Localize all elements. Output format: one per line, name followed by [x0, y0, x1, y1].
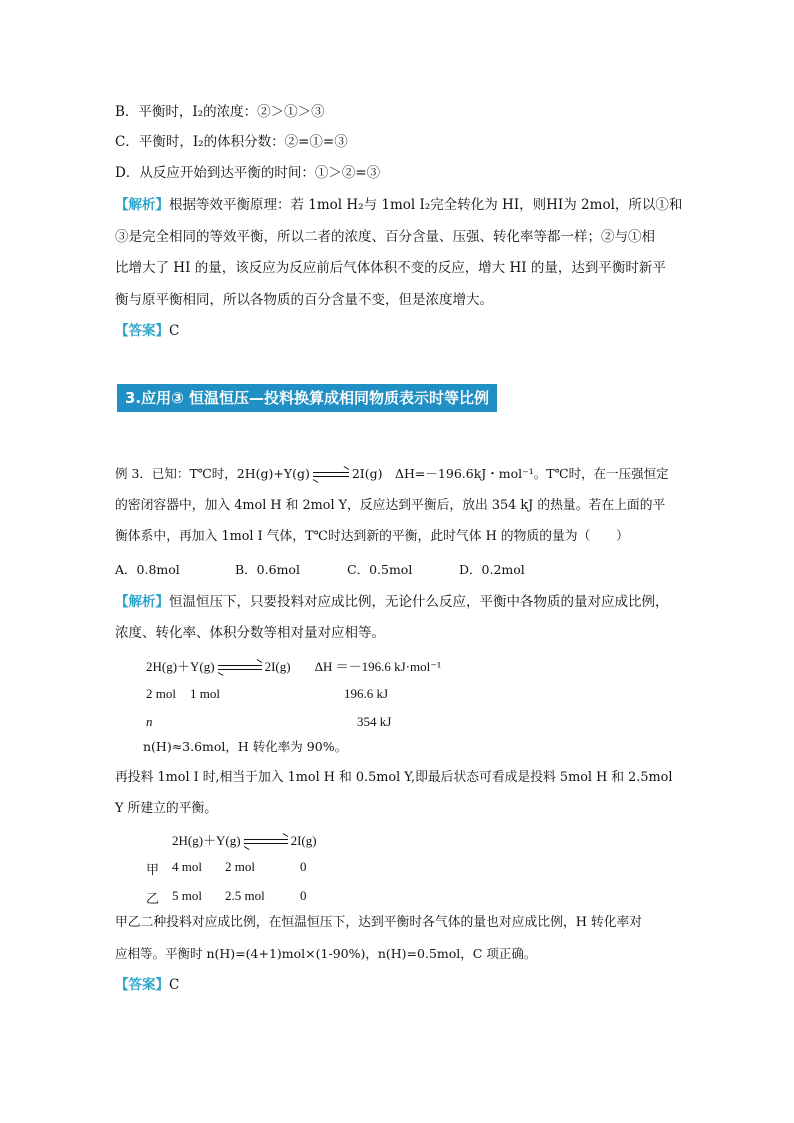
- analysis1-line4: 衡与原平衡相同，所以各物质的百分含量不变，但是浓度增大。: [115, 292, 493, 308]
- example3-option-c: C．0.5mol: [347, 562, 413, 577]
- analysis1-text1: 根据等效平衡原理：若 1mol H₂与 1mol I₂完全转化为 HI，则HI为 2mol，所以①和: [169, 197, 683, 213]
- option-b: B．平衡时，I₂的浓度：②＞①＞③: [115, 104, 325, 120]
- example3-rxn-right: 2I(g) ΔH=－196.6kJ・mol⁻¹。T℃时，在一压强恒定: [351, 466, 669, 481]
- example3-label: 例 3．已知：: [115, 466, 190, 481]
- option-d: D．从反应开始到达平衡的时间：①＞②=③: [115, 165, 381, 181]
- reaction1-row1-y: 1 mol: [190, 686, 220, 701]
- row-jia-y: 2 mol: [225, 859, 255, 874]
- analysis2-line6: 应相等。平衡时 n(H)=(4+1)mol×(1-90%)，n(H)=0.5mol，C 项正确。: [115, 946, 537, 961]
- row-yi-i: 0: [300, 888, 307, 903]
- analysis-tag: 【解析】: [115, 197, 169, 213]
- example3-option-b: B．0.6mol: [235, 562, 300, 577]
- reaction1-enthalpy: ΔH ＝－196.6 kJ·mol⁻¹: [314, 659, 441, 674]
- answer2-value: C: [169, 977, 180, 993]
- reaction1-left: 2H(g)＋Y(g): [146, 659, 215, 674]
- analysis2-line2: 浓度、转化率、体积分数等相对量对应相等。: [115, 625, 385, 641]
- analysis2-line4: Y 所建立的平衡。: [115, 801, 218, 816]
- reaction2-left: 2H(g)＋Y(g): [172, 833, 241, 848]
- analysis2-result: n(H)≈3.6mol，H 转化率为 90%。: [143, 739, 348, 754]
- row-yi-label: 乙: [146, 891, 160, 906]
- row-jia-i: 0: [300, 859, 307, 874]
- reaction1-row1-h: 2 mol: [146, 686, 176, 701]
- reaction2-right: 2I(g): [290, 833, 317, 848]
- example3-line2: 的密闭容器中，加入 4mol H 和 2mol Y，反应达到平衡后，放出 354 kJ 的热量。若在上面的平: [115, 498, 666, 513]
- row-jia-h: 4 mol: [172, 859, 202, 874]
- section-banner: 3.应用③ 恒温恒压—投料换算成相同物质表示时等比例: [117, 384, 497, 412]
- equilibrium-arrow-icon: [218, 664, 262, 672]
- row-yi-h: 5 mol: [172, 888, 202, 903]
- analysis2-line5: 甲乙二种投料对应成比例，在恒温恒压下，达到平衡时各气体的量也对应成比例，H 转化率对: [115, 915, 643, 930]
- reaction1-right: 2I(g): [264, 659, 291, 674]
- reaction1-row1-heat: 196.6 kJ: [344, 686, 389, 701]
- answer1: [115, 321, 179, 341]
- analysis1-line1: [115, 195, 682, 215]
- example3-option-a: A．0.8mol: [115, 562, 180, 577]
- answer2: [115, 975, 179, 995]
- example3-line1: [115, 464, 669, 484]
- option-c: C．平衡时，I₂的体积分数：②=①=③: [115, 134, 348, 150]
- reaction1-row2-heat: 354 kJ: [357, 714, 392, 729]
- example3-option-d: D．0.2mol: [459, 562, 525, 577]
- example3-options: [115, 560, 525, 580]
- analysis2-line3: 再投料 1mol I 时,相当于加入 1mol H 和 0.5mol Y,即最后状态可看成是投料 5mol H 和 2.5mol: [115, 770, 673, 785]
- example3-line3: 衡体系中，再加入 1mol I 气体，T℃时达到新的平衡，此时气体 H 的物质的量为（ ）: [115, 529, 629, 544]
- reaction1: [146, 656, 441, 675]
- answer1-value: C: [169, 323, 180, 339]
- analysis1-line3: 比增大了 HI 的量，该反应为反应前后气体体积不变的反应，增大 HI 的量，达到平衡时新平: [115, 260, 666, 276]
- analysis-tag: 【解析】: [115, 594, 169, 610]
- answer-tag: 【答案】: [115, 977, 169, 993]
- reaction1-row2-n: n: [146, 714, 153, 729]
- equilibrium-arrow-icon: [313, 471, 349, 479]
- answer-tag: 【答案】: [115, 323, 169, 339]
- analysis2-line1: [115, 592, 669, 612]
- equilibrium-arrow-icon: [244, 838, 288, 846]
- row-jia-label: 甲: [146, 862, 160, 877]
- reaction2: [172, 830, 317, 849]
- analysis1-line2: ③是完全相同的等效平衡，所以二者的浓度、百分含量、压强、转化率等都一样；②与①相: [115, 229, 655, 245]
- row-yi-y: 2.5 mol: [225, 888, 265, 903]
- example3-rxn-left: T℃时，2H(g)+Y(g): [189, 466, 310, 481]
- analysis2-text1: 恒温恒压下，只要投料对应成比例，无论什么反应，平衡中各物质的量对应成比例，: [169, 594, 669, 610]
